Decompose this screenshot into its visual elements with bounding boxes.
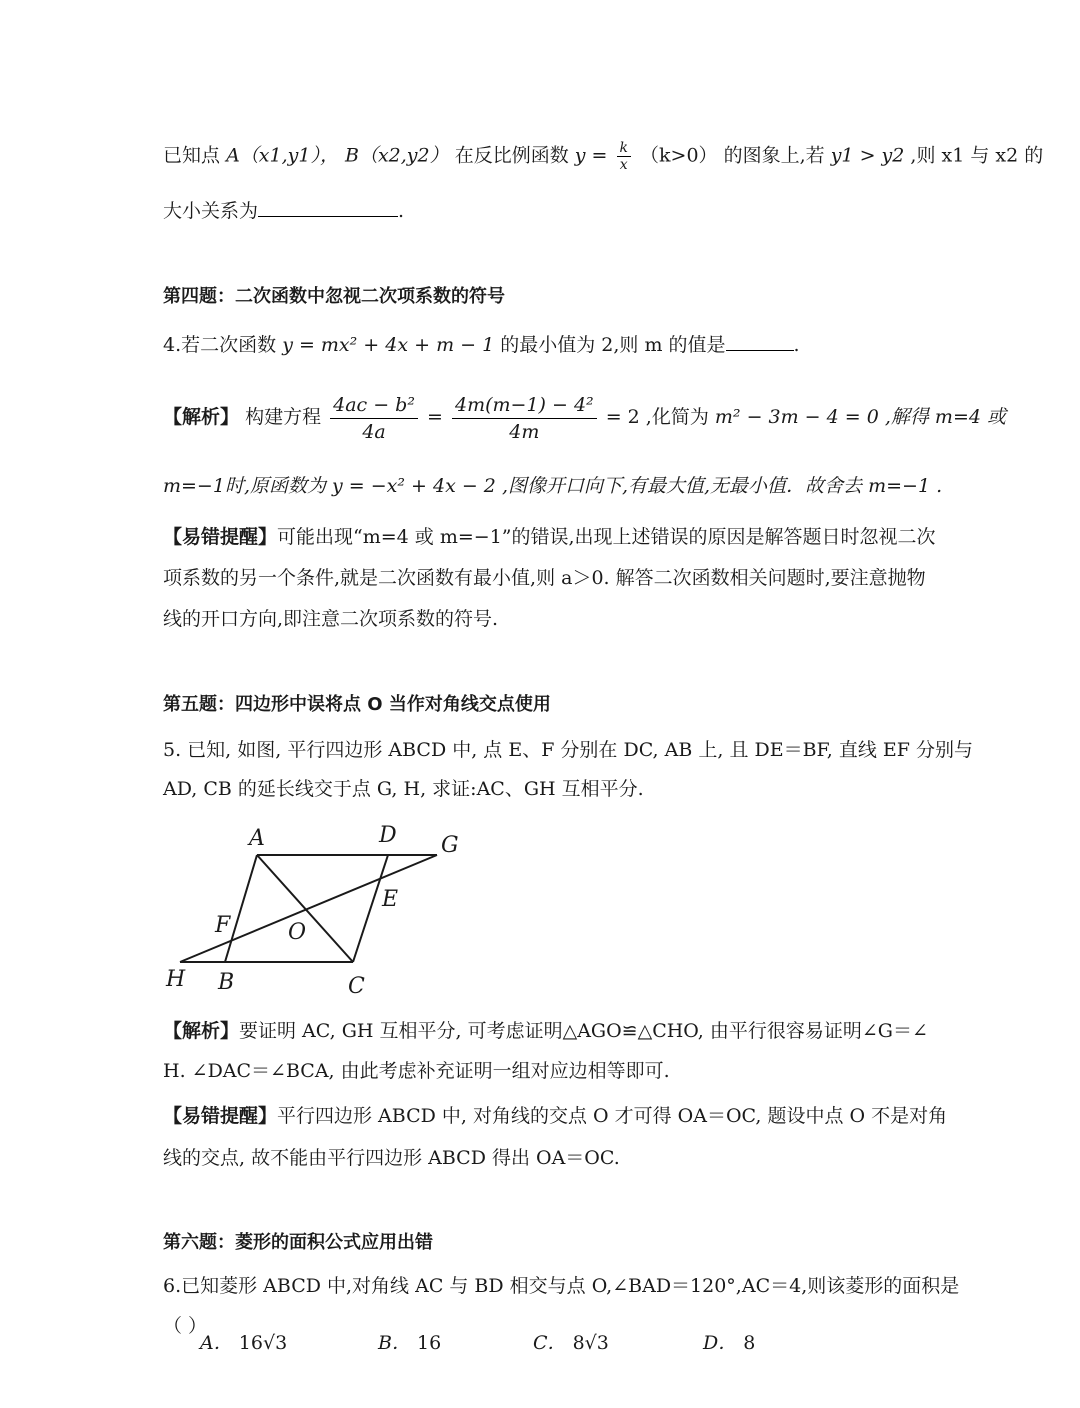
option-value: 16√3 bbox=[238, 1332, 288, 1354]
label-b: B bbox=[218, 970, 235, 995]
section-heading-4: 第四题：二次函数中忽视二次项系数的符号 bbox=[163, 286, 505, 307]
q3-text: 已知点 bbox=[163, 144, 221, 167]
answer-blank bbox=[726, 332, 794, 351]
q3-point-a: A（x1,y1）， bbox=[226, 144, 339, 167]
label-e: E bbox=[382, 887, 399, 912]
q4-fraction-2 bbox=[452, 392, 597, 445]
q4-tip-1 bbox=[163, 524, 936, 550]
option-value: 8 bbox=[743, 1332, 756, 1354]
label-c: C bbox=[348, 974, 365, 999]
q3-line-1 bbox=[163, 140, 1044, 173]
q4-fraction-1 bbox=[330, 392, 418, 445]
q4-text: 构建方程 bbox=[245, 406, 322, 428]
analysis-tag: 【解析】 bbox=[163, 1020, 240, 1042]
q4-tip-3: 线的开口方向,即注意二次项系数的符号. bbox=[163, 608, 499, 630]
q5-tip-2: 线的交点, 故不能由平行四边形 ABCD 得出 OA＝OC. bbox=[163, 1147, 620, 1169]
fraction-numerator: 4m(m−1) − 4² bbox=[452, 392, 597, 419]
tip-tag: 【易错提醒】 bbox=[163, 1105, 278, 1127]
q4-expression: y = mx² + 4x + m − 1 bbox=[282, 334, 495, 356]
q3-fraction bbox=[617, 140, 631, 173]
q4-analysis bbox=[163, 390, 1006, 445]
q5-stem-1: 5. 已知, 如图, 平行四边形 ABCD 中, 点 E、F 分别在 DC, AB 上, 且 DE＝BF, 直线 EF 分别与 bbox=[163, 739, 973, 761]
q4-analysis-line-2: m=−1时,原函数为 y = −x² + 4x − 2 ,图像开口向下,有最大值,无最小值．故舍去 m=−1 . bbox=[163, 475, 943, 497]
option-letter: B． bbox=[378, 1332, 411, 1354]
segment-ab bbox=[225, 855, 257, 962]
option-letter: D． bbox=[703, 1332, 738, 1354]
fraction-denominator: 4a bbox=[362, 420, 386, 443]
label-g: G bbox=[441, 833, 459, 858]
option-value: 16 bbox=[417, 1332, 442, 1354]
q3-inequality: y1 > y2 bbox=[830, 144, 905, 167]
q3-line-2 bbox=[163, 198, 923, 224]
label-h: H bbox=[166, 967, 186, 992]
q5-analysis-1 bbox=[163, 1018, 928, 1044]
q3-function: y = bbox=[574, 144, 608, 167]
q5-tip-1 bbox=[163, 1103, 948, 1129]
q4-stem bbox=[163, 332, 923, 358]
analysis-tag: 【解析】 bbox=[163, 406, 240, 428]
q5-analysis-text: 要证明 AC, GH 互相平分, 可考虑证明△AGO≌△CHO, 由平行很容易证明∠G＝∠ bbox=[239, 1020, 928, 1042]
q4-text: 4.若二次函数 bbox=[163, 334, 277, 356]
q3-text: 的图象上,若 bbox=[723, 144, 825, 167]
q4-text: . bbox=[793, 334, 800, 356]
q4-text: m² − 3m − 4 = 0 ,解得 m=4 或 bbox=[714, 406, 1006, 428]
option-letter: C． bbox=[533, 1332, 567, 1354]
section-heading-6: 第六题：菱形的面积公式应用出错 bbox=[163, 1232, 433, 1253]
fraction-numerator: 4ac − b² bbox=[330, 392, 418, 419]
q4-tip-2: 项系数的另一个条件,就是二次函数有最小值,则 a＞0. 解答二次函数相关问题时,要注意抛物 bbox=[163, 567, 926, 589]
q4-text: 的最小值为 2,则 m 的值是 bbox=[500, 334, 726, 356]
q4-equals: = bbox=[427, 406, 443, 428]
fraction-denominator: 4m bbox=[509, 420, 540, 443]
q3-point-b: B（x2,y2） bbox=[345, 144, 449, 167]
parallelogram-figure bbox=[160, 815, 480, 1005]
fraction-numerator: k bbox=[617, 140, 631, 157]
line-hg bbox=[180, 855, 437, 962]
q5-analysis-2: H. ∠DAC＝∠BCA, 由此考虑补充证明一组对应边相等即可. bbox=[163, 1060, 670, 1082]
label-f: F bbox=[215, 913, 231, 938]
q5-stem-2: AD, CB 的延长线交于点 G, H, 求证:AC、GH 互相平分. bbox=[163, 778, 644, 800]
q4-text: = 2 ,化简为 bbox=[605, 406, 709, 428]
q3-text: 在反比例函数 bbox=[454, 144, 569, 167]
label-o: O bbox=[288, 920, 307, 945]
q3-text: . bbox=[398, 200, 405, 222]
fraction-denominator: x bbox=[619, 157, 628, 173]
option-d[interactable] bbox=[703, 1330, 755, 1356]
option-b[interactable] bbox=[378, 1330, 441, 1356]
q4-tip-text: 可能出现“m=4 或 m=−1”的错误,出现上述错误的原因是解答题日时忽视二次 bbox=[277, 526, 936, 548]
section-heading-5: 第五题：四边形中误将点 O 当作对角线交点使用 bbox=[163, 694, 551, 715]
option-letter: A． bbox=[200, 1332, 233, 1354]
label-d: D bbox=[379, 823, 397, 848]
option-c[interactable] bbox=[533, 1330, 609, 1356]
q6-stem-2: （ ） bbox=[163, 1315, 208, 1337]
option-value: 8√3 bbox=[572, 1332, 609, 1354]
diagonal-ac bbox=[257, 855, 353, 962]
q3-text: 大小关系为 bbox=[163, 200, 259, 222]
q6-stem-1: 6.已知菱形 ABCD 中,对角线 AC 与 BD 相交与点 O,∠BAD＝120°,AC＝4,则该菱形的面积是 bbox=[163, 1275, 960, 1297]
label-a: A bbox=[249, 826, 265, 851]
q3-condition: （k>0） bbox=[640, 144, 718, 167]
tip-tag: 【易错提醒】 bbox=[163, 526, 278, 548]
q3-text: ,则 x1 与 x2 的 bbox=[910, 144, 1044, 167]
answer-blank bbox=[258, 198, 398, 217]
q5-tip-text: 平行四边形 ABCD 中, 对角线的交点 O 才可得 OA＝OC, 题设中点 O 不是对角 bbox=[277, 1105, 948, 1127]
option-a[interactable] bbox=[200, 1330, 287, 1356]
